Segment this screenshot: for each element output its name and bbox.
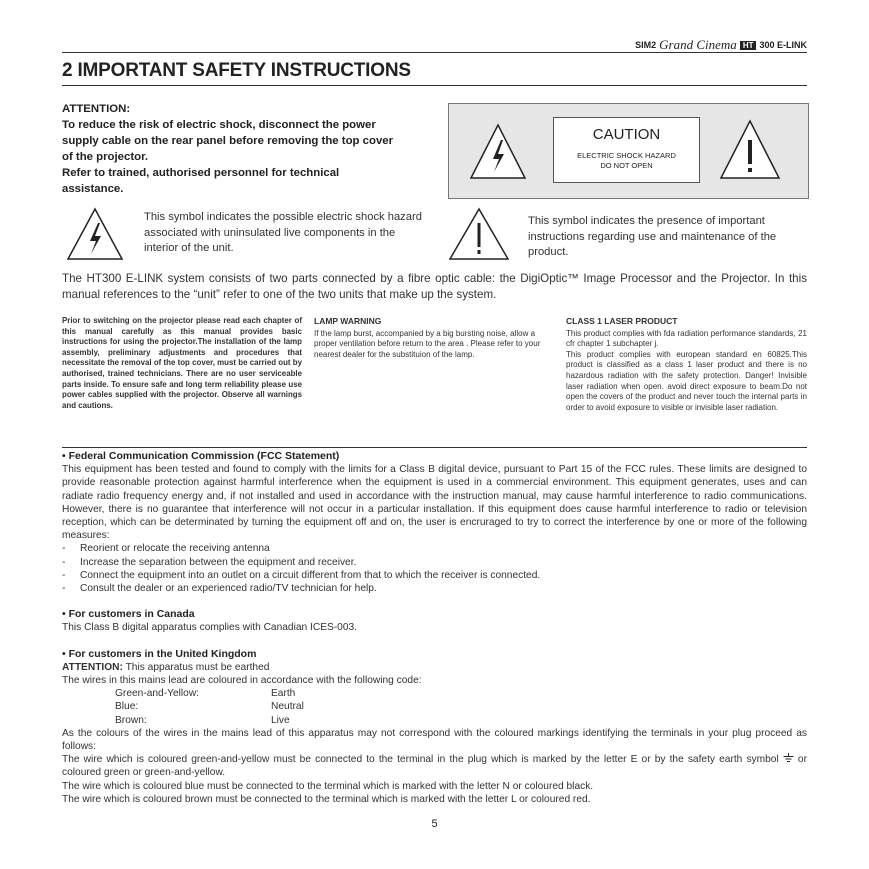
caution-line2: DO NOT OPEN xyxy=(600,161,653,170)
laser-text-1: This product complies with fda radiation performance standards, 21 cfr chapter 1 subchapter j. xyxy=(566,328,807,349)
header-model: 300 E-LINK xyxy=(759,40,807,50)
uk-intro: The wires in this mains lead are coloured in accordance with the following code: xyxy=(62,675,422,687)
uk-attention-label: ATTENTION: xyxy=(62,661,123,673)
uk-para-3: The wire which is coloured blue must be connected to the terminal which is marked with the letter N or coloured black. xyxy=(62,780,594,792)
attention-block xyxy=(62,101,402,197)
shock-warning-icon xyxy=(468,122,528,182)
canada-text: This Class B digital apparatus complies with Canadian ICES-003. xyxy=(62,622,358,634)
uk-heading: • For customers in the United Kingdom xyxy=(62,647,257,660)
caution-label xyxy=(553,117,700,183)
canada-heading: • For customers in Canada xyxy=(62,608,195,621)
fcc-item: - Increase the separation between the equipment and receiver. xyxy=(62,556,807,569)
title-rule xyxy=(62,85,807,86)
page-header xyxy=(635,37,807,53)
column-switching-on: Prior to switching on the projector please read each chapter of this manual carefully as this manual provides basic instructions for using the projector.The installation of the lamp assembly, preliminary adjustments and procedures that necessitate the removal of the top cover, must be carried out by authorised, trained technicians. There are no user serviceable parts inside. To ensure safe and long term reliability please use power cables supplied with the projector. Observe all warnings and cautions. xyxy=(62,316,302,410)
fcc-item: - Reorient or relocate the receiving antenna xyxy=(62,542,807,555)
lamp-warning-text: If the lamp burst, accompanied by a big bursting noise, allow a proper ventilation before return to the area . Please refer to your nearest dealer for the substituion of the lamp. xyxy=(314,328,541,359)
attention-heading: ATTENTION: xyxy=(62,103,131,115)
uk-attention-text: This apparatus must be earthed xyxy=(122,661,270,673)
header-sim2: SIM2 xyxy=(635,40,657,50)
laser-heading: CLASS 1 LASER PRODUCT xyxy=(566,316,678,326)
fcc-text: This equipment has been tested and found to comply with the limits for a Class B digital device, pursuant to Part 15 of the FCC rules. These limits are designed to provide reasonable protection against harmful interference when the equipment is used in a commercial environment. This equipment generates, uses and can radiate radio frequency energy and, if not installed and used in accordance with the instruction manual, may cause harmful interference to radio communications. However, there is no guarantee that interference will not occur in a particular installation. If this equipment does cause harmful interference to radio or television reception, which can be determinated by turning the equipment off and on, the user is encruraged to try to correct the interference by one or more of the following measures: xyxy=(62,464,807,542)
laser-text-2: This product complies with european standard en 60825.This product is classified as a class 1 laser product and there is no hazardous radiation with the safety protection. Danger! Invisible laser radiation when open. avoid direct exposure to beam.Do not open the covers of the product and never touch the internal parts in order to avoid exposure to visible or invisible laser radiation. xyxy=(566,349,807,412)
uk-attention xyxy=(62,661,807,674)
wire-row: Blue: Neutral xyxy=(115,701,304,713)
header-rule xyxy=(62,52,807,53)
uk-para-4: The wire which is coloured brown must be connected to the terminal which is marked with the letter L or coloured red. xyxy=(62,793,591,805)
header-brand: Grand Cinema xyxy=(659,37,737,52)
uk-para-2: The wire which is coloured green-and-yellow must be connected to the terminal in the plug which is marked by the letter E or by the safety earth symbol or coloured green or green-and-yellow. xyxy=(62,754,807,779)
fcc-item: - Connect the equipment into an outlet on a circuit different from that to which the receiver is connected. xyxy=(62,569,807,582)
intro-paragraph: The HT300 E-LINK system consists of two parts connected by a fibre optic cable: the DigiOptic™ Image Processor and the Projector. In this manual references to the “unit” refer to one of the two units that make up the system. xyxy=(62,272,807,301)
column-lamp-warning xyxy=(314,316,554,360)
page-title: 2 IMPORTANT SAFETY INSTRUCTIONS xyxy=(62,60,411,81)
regulatory-section xyxy=(62,450,807,806)
earth-symbol-icon xyxy=(783,753,794,762)
wire-row: Green-and-Yellow: Earth xyxy=(115,688,296,700)
shock-symbol-icon xyxy=(66,207,124,261)
uk-para-1: As the colours of the wires in the mains lead of this apparatus may not correspond with the coloured markings identifying the terminals in your plug proceed as follows: xyxy=(62,727,807,753)
exclamation-symbol-text: This symbol indicates the presence of important instructions regarding use and maintenance of the product. xyxy=(528,215,777,258)
header-ht-badge: HT xyxy=(740,41,757,50)
lamp-warning-heading: LAMP WARNING xyxy=(314,316,382,326)
attention-line1: To reduce the risk of electric shock, disconnect the power supply cable on the rear panel before removing the top cover of the projector. xyxy=(62,119,394,163)
fcc-heading: • Federal Communication Commission (FCC Statement) xyxy=(62,450,340,462)
caution-line1: ELECTRIC SHOCK HAZARD xyxy=(577,151,676,160)
section-rule xyxy=(62,447,807,448)
fcc-item: - Consult the dealer or an experienced radio/TV technician for help. xyxy=(62,582,807,595)
page-number: 5 xyxy=(431,818,438,830)
wire-row: Brown: Live xyxy=(115,714,290,726)
exclamation-warning-icon xyxy=(718,118,782,182)
exclamation-symbol-icon xyxy=(448,207,510,261)
shock-symbol-text: This symbol indicates the possible electric shock hazard associated with uninsulated live components in the interior of the unit. xyxy=(144,211,422,254)
caution-title: CAUTION xyxy=(592,126,661,143)
attention-line2: Refer to trained, authorised personnel for technical assistance. xyxy=(62,167,340,195)
column-laser-product xyxy=(566,316,807,413)
